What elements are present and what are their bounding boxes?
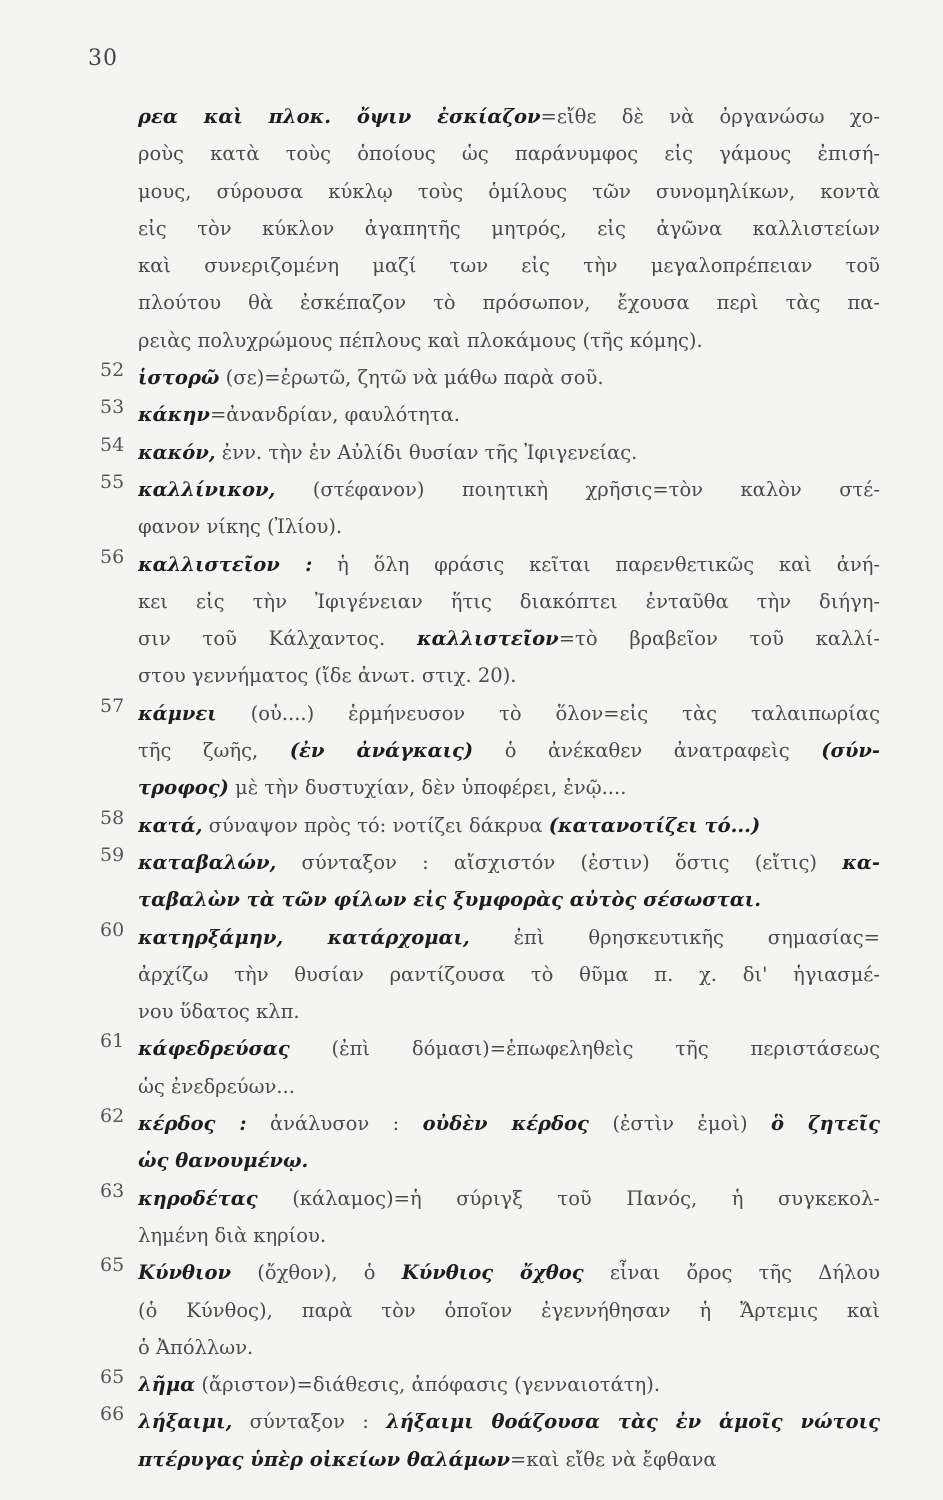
lemma-term: καλλίνικον, bbox=[138, 477, 276, 501]
entry-line-number: 53 bbox=[100, 396, 125, 419]
entry-text-line bbox=[138, 396, 880, 433]
lemma-term: καταβαλών, bbox=[138, 850, 277, 874]
entry-text-line bbox=[138, 807, 880, 844]
lemma-term: ἱστορῶ bbox=[138, 366, 220, 390]
entry-line-number: 65 bbox=[100, 1254, 125, 1277]
entry-text-line bbox=[138, 1180, 880, 1217]
entry-text-line bbox=[138, 1441, 880, 1478]
entry-text-line bbox=[138, 732, 880, 769]
entry-text-line bbox=[138, 1030, 880, 1067]
entry-text-line bbox=[138, 98, 880, 135]
gloss-text: εἶναι ὄρος τῆς Δήλου bbox=[583, 1261, 880, 1285]
entry-text-line bbox=[138, 695, 880, 732]
glossary-entry bbox=[100, 1030, 880, 1105]
lemma-term: (κατανοτίζει τό...) bbox=[548, 813, 761, 837]
gloss-text: μους, σύρουσα κύκλῳ τοὺς ὁμίλους τῶν συνομηλίκων, κοντὰ bbox=[138, 179, 880, 203]
gloss-text: (στέφανον) ποιητικὴ χρῆσις=τὸν καλὸν στέ- bbox=[275, 477, 880, 501]
entry-text-line bbox=[138, 1142, 880, 1179]
glossary-entry bbox=[100, 98, 880, 359]
lemma-term: (σύν- bbox=[821, 739, 880, 763]
glossary-entry bbox=[100, 1366, 880, 1403]
entry-text-line bbox=[138, 546, 880, 583]
entry-text-line bbox=[138, 471, 880, 508]
lemma-term: τροφος) bbox=[138, 776, 229, 800]
lemma-term: καλλιστεῖον bbox=[416, 627, 559, 651]
entry-text-line bbox=[138, 1329, 880, 1366]
lemma-term: ταβαλὼν τὰ τῶν φίλων εἰς ξυμφορὰς αὐτὸς σέσωσται. bbox=[138, 888, 762, 912]
gloss-text: τῆς ζωῆς, bbox=[138, 739, 290, 763]
entry-line-number: 63 bbox=[100, 1179, 125, 1202]
entry-line-number: 60 bbox=[100, 918, 125, 941]
gloss-text: =καὶ εἴθε νὰ ἔφθανα bbox=[510, 1447, 717, 1471]
glossary-entry bbox=[100, 807, 880, 844]
entry-text-line bbox=[138, 1105, 880, 1142]
entry-line-number: 61 bbox=[100, 1030, 125, 1053]
entry-text-line bbox=[138, 359, 880, 396]
gloss-text: καὶ συνεριζομένη μαζί των εἰς τὴν μεγαλοπρέπειαν τοῦ bbox=[138, 254, 880, 278]
gloss-text: ἐπὶ θρησκευτικῆς σημασίας= bbox=[469, 925, 880, 949]
entry-text-line bbox=[138, 1403, 880, 1440]
gloss-text: =ἀνανδρίαν, φαυλότητα. bbox=[209, 403, 461, 427]
entry-text-line bbox=[138, 322, 880, 359]
entry-text-line bbox=[138, 1292, 880, 1329]
gloss-text: (κάλαμος)=ἡ σύριγξ τοῦ Πανός, ἡ συγκεκολ- bbox=[257, 1186, 880, 1210]
lemma-term: ὡς θανουμένῳ. bbox=[138, 1149, 309, 1173]
lemma-term: κηροδέτας bbox=[138, 1186, 258, 1210]
entry-text-line bbox=[138, 993, 880, 1030]
lemma-term: κατά, bbox=[138, 813, 203, 837]
entry-text-line bbox=[138, 173, 880, 210]
lemma-term: καλλιστεῖον : bbox=[138, 552, 313, 576]
gloss-text: =τὸ βραβεῖον τοῦ καλλί- bbox=[558, 627, 880, 651]
gloss-text: =εἴθε δὲ νὰ ὀργανώσω χο- bbox=[540, 105, 880, 128]
gloss-text: (ἄριστον)=διάθεσις, ἀπόφασις (γενναιοτάτη). bbox=[195, 1373, 661, 1397]
gloss-text: σύναψον πρὸς τό: νοτίζει δάκρυα bbox=[202, 813, 549, 837]
glossary-entry bbox=[100, 546, 880, 695]
gloss-text: (ἐπὶ δόμασι)=ἐπωφεληθεὶς τῆς περιστάσεως bbox=[289, 1037, 880, 1061]
lemma-term: (ἐν ἀνάγκαις) bbox=[289, 739, 474, 763]
entry-line-number: 65 bbox=[100, 1366, 125, 1389]
gloss-text: στου γεννήματος (ἴδε ἀνωτ. στιχ. 20). bbox=[138, 664, 517, 688]
gloss-text: σιν τοῦ Κάλχαντος. bbox=[138, 627, 417, 651]
entry-line-number: 62 bbox=[100, 1105, 125, 1128]
entry-line-number: 56 bbox=[100, 545, 125, 568]
lemma-term: οὐδὲν κέρδος bbox=[422, 1112, 589, 1136]
lemma-term: λῆμα bbox=[138, 1373, 196, 1397]
gloss-text: ἀνάλυσον : bbox=[246, 1112, 423, 1136]
entry-text-line bbox=[138, 1366, 880, 1403]
entry-text-line bbox=[138, 919, 880, 956]
glossary-entry bbox=[100, 1105, 880, 1180]
lemma-term: κάκην bbox=[138, 403, 210, 427]
entry-text-line bbox=[138, 583, 880, 620]
glossary-entry bbox=[100, 1403, 880, 1478]
gloss-text: εἰς τὸν κύκλον ἀγαπητῆς μητρός, εἰς ἀγῶνα καλλιστείων bbox=[138, 216, 880, 240]
gloss-text: ὁ Ἀπόλλων. bbox=[138, 1335, 254, 1359]
entry-text-line bbox=[138, 1068, 880, 1105]
lemma-term: κάμνει bbox=[138, 701, 217, 725]
glossary-entry bbox=[100, 919, 880, 1031]
entry-line-number: 55 bbox=[100, 470, 125, 493]
entry-text-line bbox=[138, 434, 880, 471]
gloss-text: ἀρχίζω τὴν θυσίαν ραντίζουσα τὸ θῦμα π. χ. δι' ἡγιασμέ- bbox=[138, 962, 880, 986]
entry-text-line bbox=[138, 508, 880, 545]
entry-line-number: 66 bbox=[100, 1403, 125, 1426]
lemma-term: ρεα καὶ πλοκ. ὄψιν ἐσκίαζον bbox=[138, 105, 541, 128]
gloss-text: (ἐστὶν ἐμοὶ) bbox=[588, 1112, 771, 1136]
gloss-text: ἐνν. τὴν ἐν Αὐλίδι θυσίαν τῆς Ἰφιγενείας. bbox=[215, 440, 638, 464]
glossary-entry bbox=[100, 1180, 880, 1255]
entry-text-line bbox=[138, 844, 880, 881]
entry-text-line bbox=[138, 881, 880, 918]
entry-text-line bbox=[138, 620, 880, 657]
entry-line-number: 58 bbox=[100, 806, 125, 829]
entry-line-number: 57 bbox=[100, 694, 125, 717]
gloss-text: ρειὰς πολυχρώμους πέπλους καὶ πλοκάμους (τῆς κόμης). bbox=[138, 328, 703, 352]
lemma-term: Κύνθιος ὄχθος bbox=[401, 1261, 584, 1285]
lemma-term: κα- bbox=[842, 850, 880, 874]
entry-text-line bbox=[138, 956, 880, 993]
page-number: 30 bbox=[88, 46, 118, 71]
lemma-term: κατηρξάμην, κατάρχομαι, bbox=[138, 925, 470, 949]
entry-text-line bbox=[138, 135, 880, 172]
gloss-text: ροὺς κατὰ τοὺς ὁποίους ὡς παράνυμφος εἰς γάμους ἐπισή- bbox=[138, 142, 880, 166]
lemma-term: λήξαιμι θοάζουσα τὰς ἐν ἁμοῖς νώτοις bbox=[386, 1410, 880, 1434]
gloss-text: ὁ ἀνέκαθεν ἀνατραφεὶς bbox=[473, 739, 822, 763]
lemma-term: κακόν, bbox=[138, 440, 216, 464]
glossary-entry bbox=[100, 434, 880, 471]
gloss-text: σύνταξον : bbox=[232, 1410, 387, 1434]
entry-text-line bbox=[138, 769, 880, 806]
lemma-term: Κύνθιον bbox=[138, 1261, 231, 1285]
gloss-text: (ὁ Κύνθος), παρὰ τὸν ὁποῖον ἐγεννήθησαν ἡ Ἄρτεμις καὶ bbox=[138, 1298, 880, 1322]
entry-text-line bbox=[138, 1254, 880, 1291]
entry-line-number: 59 bbox=[100, 843, 125, 866]
entry-text-line bbox=[138, 657, 880, 694]
gloss-text: λημένη διὰ κηρίου. bbox=[138, 1223, 327, 1247]
gloss-text: νου ὕδατος κλπ. bbox=[138, 1000, 300, 1024]
gloss-text: (οὐ....) ἑρμήνευσον τὸ ὅλον=εἰς τὰς ταλαιπωρίας bbox=[216, 701, 880, 725]
glossary-entry bbox=[100, 1254, 880, 1366]
glossary-entry bbox=[100, 844, 880, 919]
glossary-body bbox=[100, 98, 880, 1478]
gloss-text: (ὄχθον), ὁ bbox=[231, 1261, 402, 1285]
lemma-term: κάφεδρεύσας bbox=[138, 1037, 290, 1061]
gloss-text: μὲ τὴν δυστυχίαν, δὲν ὑποφέρει, ἐνῷ.... bbox=[228, 776, 627, 800]
glossary-entry bbox=[100, 359, 880, 396]
glossary-entry bbox=[100, 695, 880, 807]
lemma-term: ὃ ζητεῖς bbox=[770, 1112, 880, 1136]
glossary-entry bbox=[100, 396, 880, 433]
gloss-text: ἡ ὅλη φράσις κεῖται παρενθετικῶς καὶ ἀνή- bbox=[312, 552, 880, 576]
gloss-text: (σε)=ἐρωτῶ, ζητῶ νὰ μάθω παρὰ σοῦ. bbox=[219, 366, 604, 390]
entry-line-number: 54 bbox=[100, 433, 125, 456]
lemma-term: κέρδος : bbox=[138, 1112, 247, 1136]
gloss-text: κει εἰς τὴν Ἰφιγένειαν ἥτις διακόπτει ἐνταῦθα τὴν διήγη- bbox=[138, 589, 880, 613]
entry-text-line bbox=[138, 247, 880, 284]
lemma-term: λήξαιμι, bbox=[138, 1410, 233, 1434]
lemma-term: πτέρυγας ὑπὲρ οἰκείων θαλάμων bbox=[138, 1447, 510, 1471]
entry-line-number: 52 bbox=[100, 359, 125, 382]
entry-text-line bbox=[138, 1217, 880, 1254]
gloss-text: πλούτου θὰ ἐσκέπαζον τὸ πρόσωπον, ἔχουσα περὶ τὰς πα- bbox=[138, 291, 880, 315]
gloss-text: φανον νίκης (Ἰλίου). bbox=[138, 515, 343, 539]
gloss-text: σύνταξον : αἴσχιστόν (ἐστιν) ὅστις (εἴτις) bbox=[276, 850, 843, 874]
entry-text-line bbox=[138, 210, 880, 247]
glossary-entry bbox=[100, 471, 880, 546]
entry-text-line bbox=[138, 284, 880, 321]
gloss-text: ὡς ἐνεδρεύων... bbox=[138, 1074, 295, 1098]
